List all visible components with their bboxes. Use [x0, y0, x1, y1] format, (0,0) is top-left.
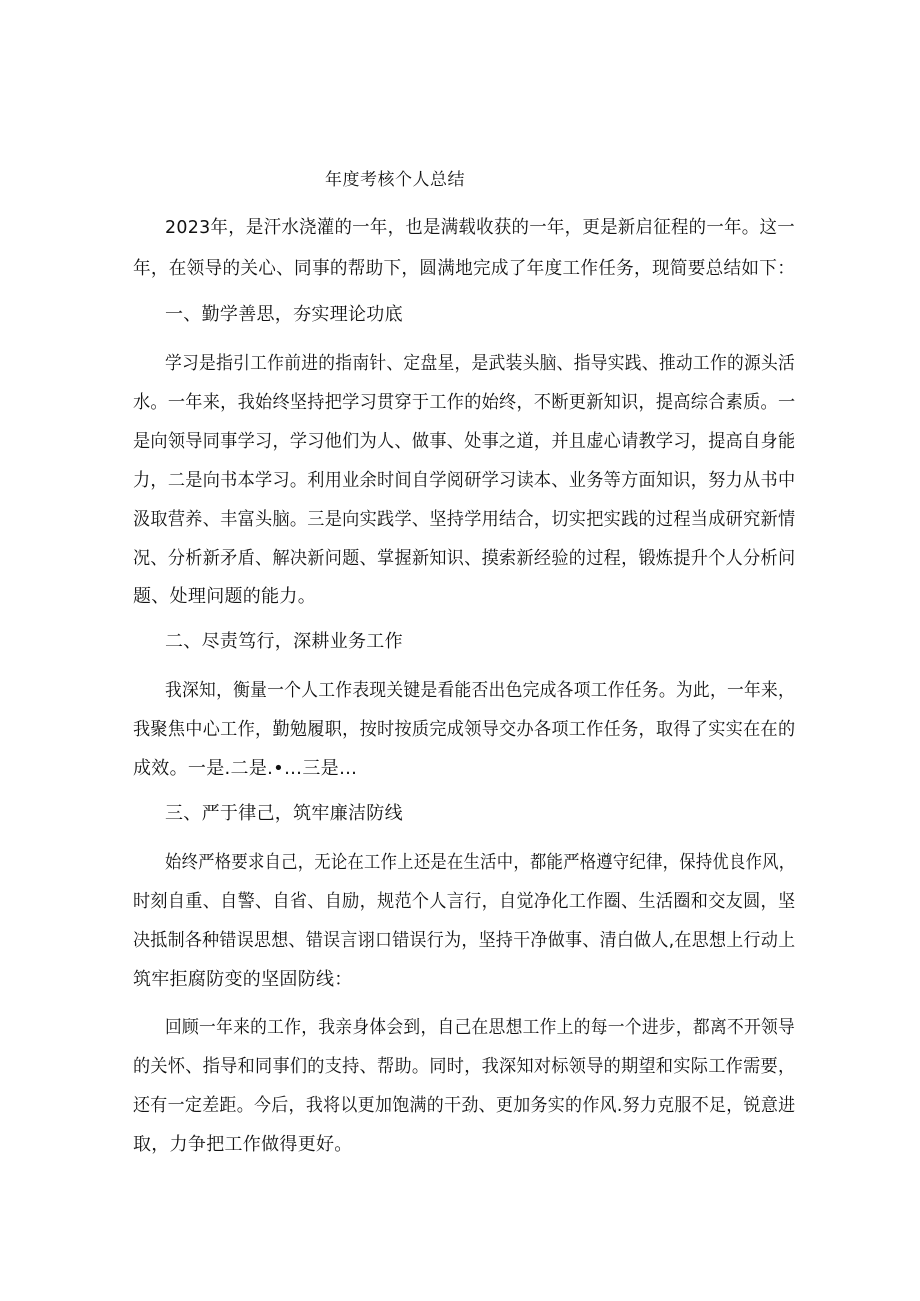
- section-3-line-2: 时刻自重、自警、自省、自励，规范个人言行，自觉净化工作圈、生活圈和交友圆，坚: [133, 891, 796, 912]
- section-heading-1: 一、勤学善思，夯实理论功底: [165, 304, 403, 325]
- section-1-line-3: 是向领导同事学习，学习他们为人、做事、处事之道，并且虚心请教学习，提高自身能: [133, 431, 796, 452]
- section-1-line-5: 汲取营养、丰富头脑。三是向实践学、坚持学用结合，切实把实践的过程当成研究新情: [133, 509, 796, 530]
- paragraph-intro-line-2: 年，在领导的关心、同事的帮助下，圆满地完成了年度工作任务，现简要总结如下：: [133, 258, 796, 279]
- section-2-line-1: 我深知，衡量一个人工作表现关键是看能否出色完成各项工作任务。为此，一年来，: [165, 680, 796, 701]
- section-heading-3: 三、严于律己，筑牢廉洁防线: [165, 803, 403, 824]
- section-1-line-7: 题、处理问题的能力。: [133, 586, 316, 607]
- section-1-line-4: 力，二是向书本学习。利用业余时间自学阅研学习读本、业务等方面知识，努力从书中: [133, 470, 796, 491]
- conclusion-line-4: 取，力争把工作做得更好。: [133, 1134, 353, 1155]
- conclusion-line-2: 的关怀、指导和同事们的支持、帮助。同时，我深知对标领导的期望和实际工作需要，: [133, 1056, 796, 1077]
- paragraph-intro-line-1: 2023年，是汗水浇灌的一年，也是满载收获的一年，更是新启征程的一年。这一: [165, 217, 795, 238]
- section-1-line-1: 学习是指引工作前进的指南针、定盘星，是武装头脑、指导实践、推动工作的源头活: [165, 353, 796, 374]
- section-3-line-1: 始终严格要求自己，无论在工作上还是在生活中，都能严格遵守纪律，保持优良作风，: [165, 852, 796, 873]
- section-heading-2: 二、尽责笃行，深耕业务工作: [165, 631, 403, 652]
- section-1-line-6: 况、分析新矛盾、解决新问题、掌握新知识、摸索新经验的过程，锻炼提升个人分析问: [133, 548, 796, 569]
- section-2-line-2: 我聚焦中心工作，勤勉履职，按时按质完成领导交办各项工作任务，取得了实实在在的: [133, 719, 796, 740]
- section-3-line-4: 筑牢拒腐防变的坚固防线：: [133, 969, 353, 990]
- section-2-line-3: 成效。一是.二是.•…三是…: [133, 758, 358, 779]
- conclusion-line-1: 回顾一年来的工作，我亲身体会到，自己在思想工作上的每一个进步，都离不开领导: [165, 1017, 796, 1038]
- document-title: 年度考核个人总结: [325, 170, 465, 190]
- section-3-line-3: 决抵制各种错误思想、错误言诩口错误行为，坚持干净做事、清白做人,在思想上行动上: [133, 930, 796, 951]
- section-1-line-2: 水。一年来，我始终坚持把学习贯穿于工作的始终，不断更新知识，提高综合素质。一: [133, 392, 796, 413]
- conclusion-line-3: 还有一定差距。今后，我将以更加饱满的干劲、更加务实的作风.努力克服不足，锐意进: [133, 1095, 796, 1116]
